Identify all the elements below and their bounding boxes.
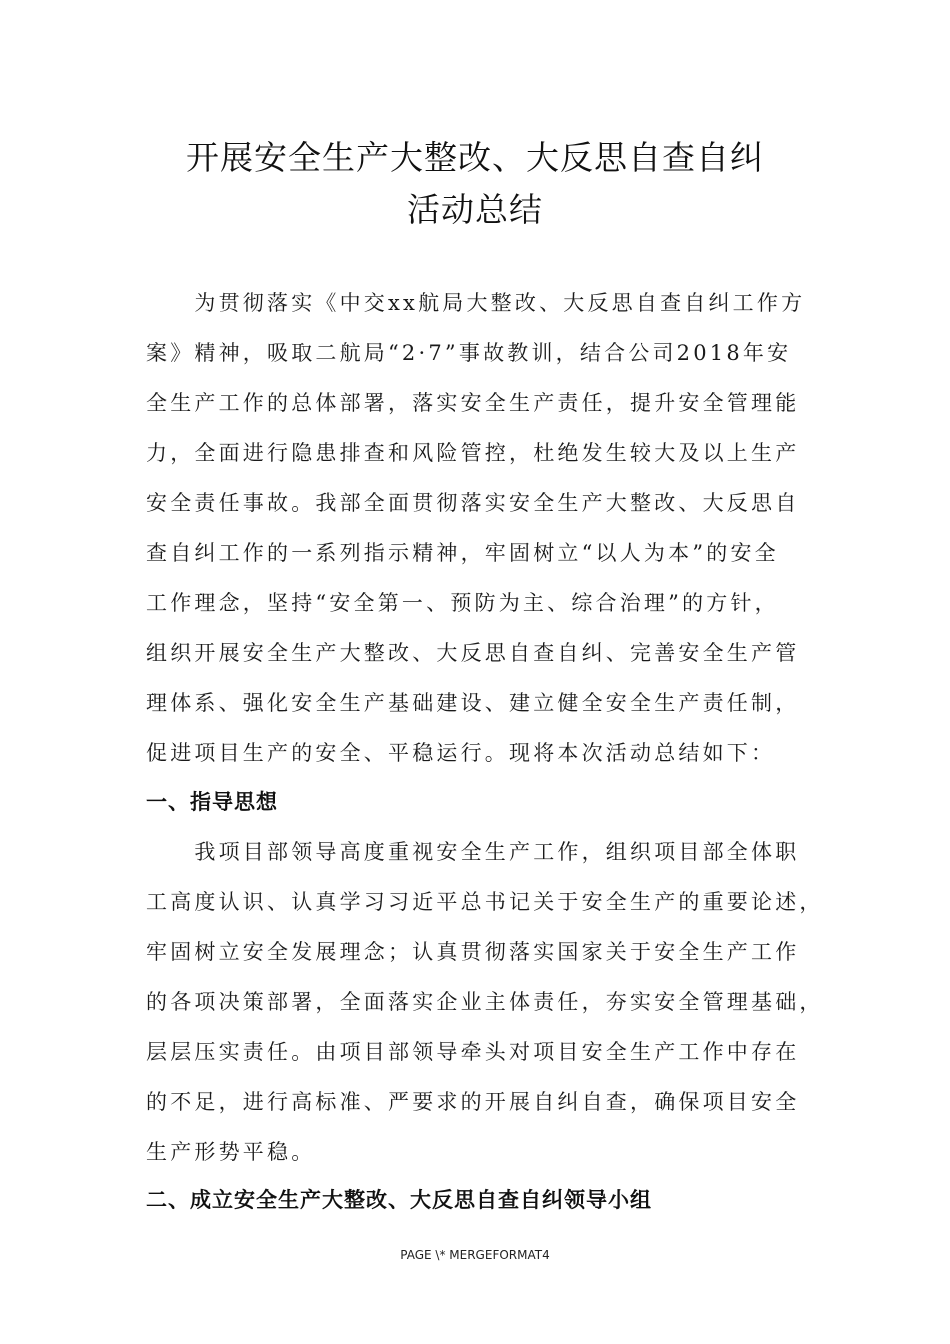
intro-line: 理体系、强化安全生产基础建设、建立健全安全生产责任制，	[146, 691, 800, 715]
intro-line: 促进项目生产的安全、平稳运行。现将本次活动总结如下：	[146, 741, 776, 765]
section1-line: 的不足，进行高标准、严要求的开展自纠自查，确保项目安全	[146, 1090, 800, 1114]
section1-line: 工高度认识、认真学习习近平总书记关于安全生产的重要论述，	[146, 890, 824, 914]
intro-line: 为贯彻落实《中交xx航局大整改、大反思自查自纠工作方	[146, 291, 806, 315]
section1-line: 我项目部领导高度重视安全生产工作，组织项目部全体职	[146, 840, 800, 864]
intro-line: 查自纠工作的一系列指示精神，牢固树立“以人为本”的安全	[146, 541, 779, 565]
intro-line: 组织开展安全生产大整改、大反思自查自纠、完善安全生产管	[146, 641, 800, 665]
section-heading-leadership-group: 二、成立安全生产大整改、大反思自查自纠领导小组	[146, 1187, 652, 1212]
document-title-line-2: 活动总结	[407, 190, 543, 229]
section1-line: 的各项决策部署，全面落实企业主体责任，夯实安全管理基础，	[146, 990, 824, 1014]
intro-line: 安全责任事故。我部全面贯彻落实安全生产大整改、大反思自	[146, 491, 800, 515]
section1-line: 生产形势平稳。	[146, 1140, 316, 1164]
intro-line: 工作理念，坚持“安全第一、预防为主、综合治理”的方针，	[146, 591, 779, 615]
intro-line: 案》精神，吸取二航局“2·7”事故教训，结合公司2018年安	[146, 341, 792, 365]
section1-line: 层层压实责任。由项目部领导牵头对项目安全生产工作中存在	[146, 1040, 800, 1064]
intro-line: 全生产工作的总体部署，落实安全生产责任，提升安全管理能	[146, 391, 800, 415]
page-footer: PAGE \* MERGEFORMAT4	[400, 1248, 550, 1262]
section-heading-guiding-thought: 一、指导思想	[146, 789, 278, 814]
section1-line: 牢固树立安全发展理念；认真贯彻落实国家关于安全生产工作	[146, 940, 800, 964]
intro-line: 力，全面进行隐患排查和风险管控，杜绝发生较大及以上生产	[146, 441, 800, 465]
document-title-line-1: 开展安全生产大整改、大反思自查自纠	[186, 138, 764, 177]
